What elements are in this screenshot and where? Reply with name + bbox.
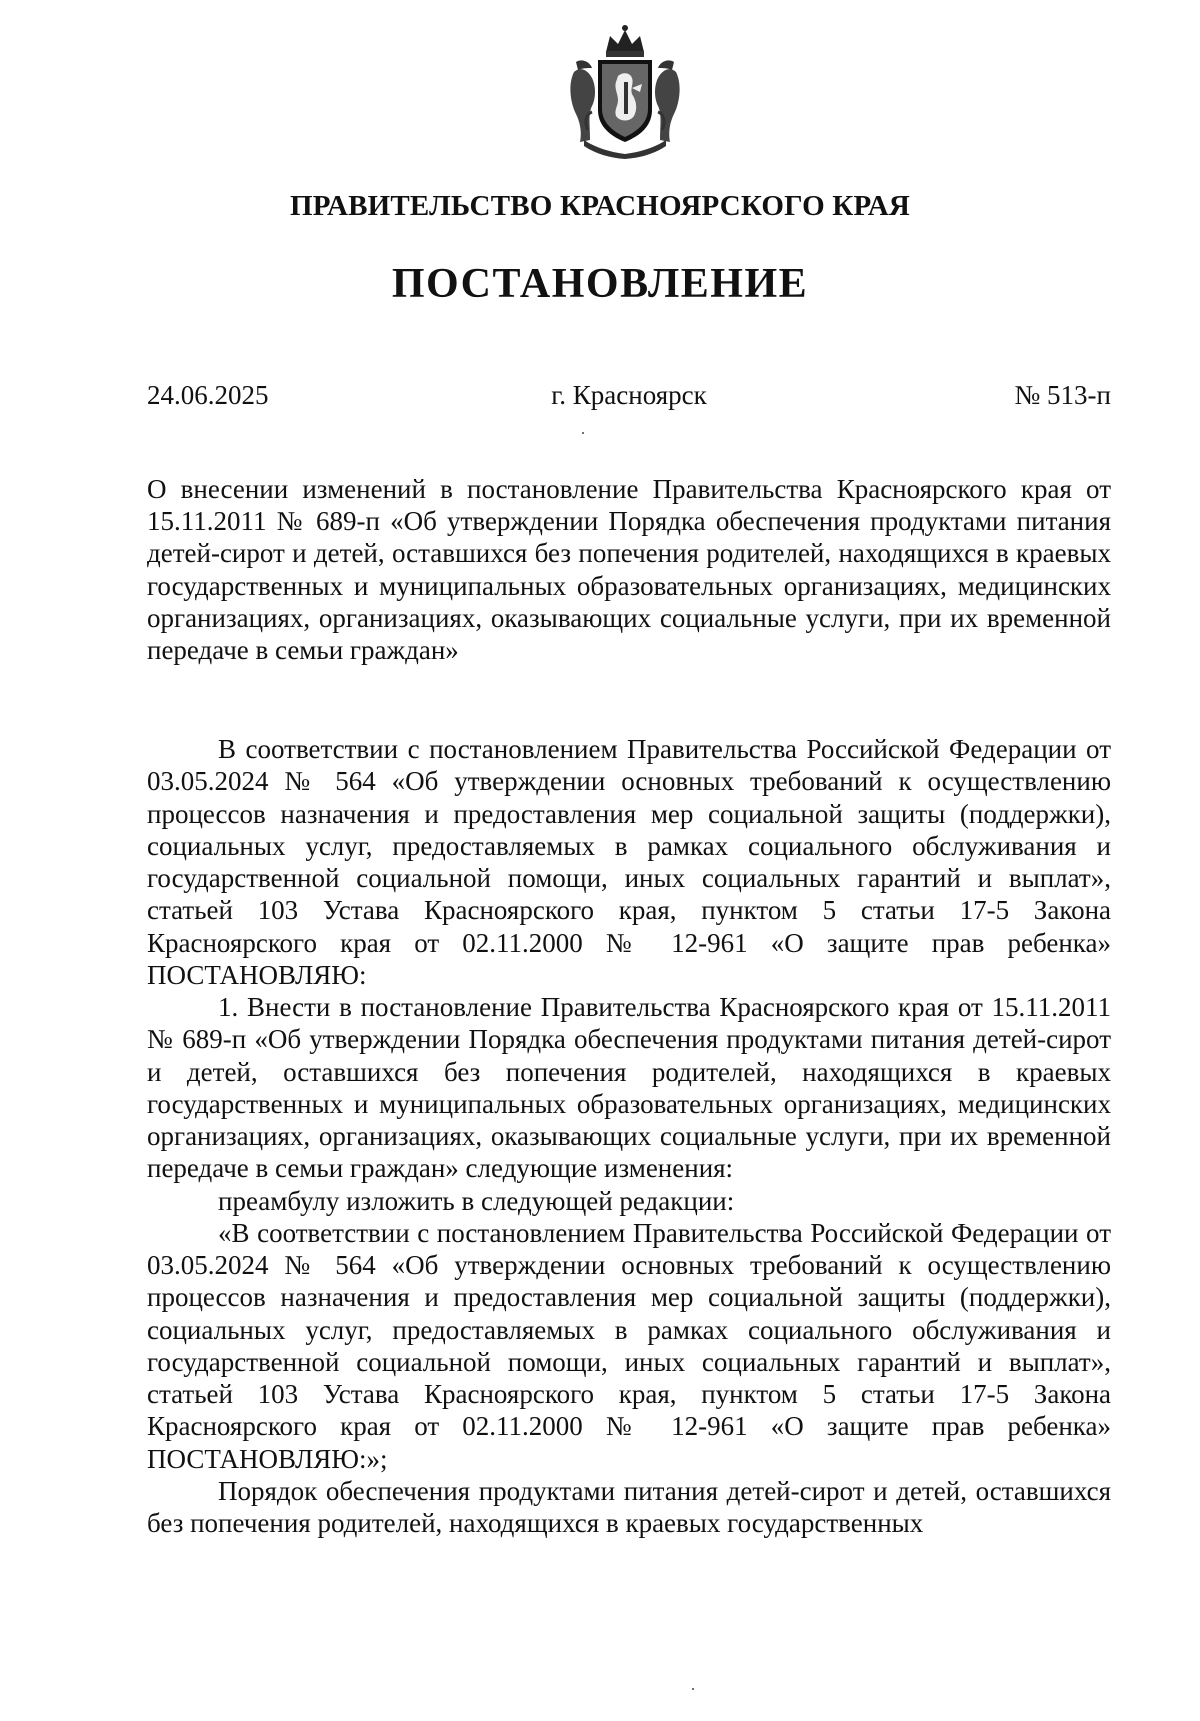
body-paragraph-new-preamble: «В соответствии с постановлением Правительства Российской Федерации от 03.05.2024 № 564 «Об утверждении основных требований к осуществлению процессов назначения и предоставления мер социальной защиты (поддержки), социальных услуг, предоставляемых в рамках социального обслуживания и государственной социальной помощи, иных социальных гарантий и выплат», статьей 103 Устава Красноярского края, пунктом 5 статьи 17-5 Закона Красноярского края от 02.11.2000 № 12-961 «О защите прав ребенка» ПОСТАНОВЛЯЮ:»; <box>147 1217 1111 1474</box>
coat-of-arms-icon <box>566 22 684 162</box>
document-meta-row <box>147 380 1111 416</box>
organization-title: ПРАВИТЕЛЬСТВО КРАСНОЯРСКОГО КРАЯ <box>289 190 911 222</box>
scan-speck <box>692 1688 694 1690</box>
body-paragraph-preamble: В соответствии с постановлением Правительства Российской Федерации от 03.05.2024 № 564 «Об утверждении основных требований к осуществлению процессов назначения и предоставления мер социальной защиты (поддержки), социальных услуг, предоставляемых в рамках социального обслуживания и государственной социальной помощи, иных социальных гарантий и выплат», статьей 103 Устава Красноярского края, пунктом 5 статьи 17-5 Закона Красноярского края от 02.11.2000 № 12-961 «О защите прав ребенка» ПОСТАНОВЛЯЮ: <box>147 734 1111 990</box>
body-paragraph-preamble-instruction: преамбулу изложить в следующей редакции: <box>218 1185 735 1216</box>
document-subject: О внесении изменений в постановление Правительства Красноярского края от 15.11.2011 № 689-п «Об утверждении Порядка обеспечения продуктами питания детей-сирот и детей, оставшихся без попечения родителей, находящихся в краевых государственных и муниципальных образовательных организациях, медицинских организациях, организациях, оказывающих социальные услуги, при их временной передаче в семьи граждан» <box>147 474 1111 666</box>
body-paragraph-item-1: 1. Внести в постановление Правительства Красноярского края от 15.11.2011 № 689-п «Об утверждении Порядка обеспечения продуктами питания детей-сирот и детей, оставшихся без попечения родителей, находящихся в краевых государственных и муниципальных образовательных организациях, медицинских организациях, организациях, оказывающих социальные услуги, при их временной передаче в семьи граждан» следующие изменения: <box>147 992 1111 1184</box>
document-city: г. Красноярск <box>551 380 707 410</box>
document-body <box>147 733 1111 1539</box>
body-paragraph-order: Порядок обеспечения продуктами питания детей-сирот и детей, оставшихся без попечения родителей, находящихся в краевых государственных <box>147 1475 1111 1538</box>
document-number: № 513-п <box>1014 380 1111 410</box>
scan-speck <box>582 432 584 434</box>
document-date: 24.06.2025 <box>147 380 269 410</box>
document-type-title: ПОСТАНОВЛЕНИЕ <box>391 261 809 307</box>
